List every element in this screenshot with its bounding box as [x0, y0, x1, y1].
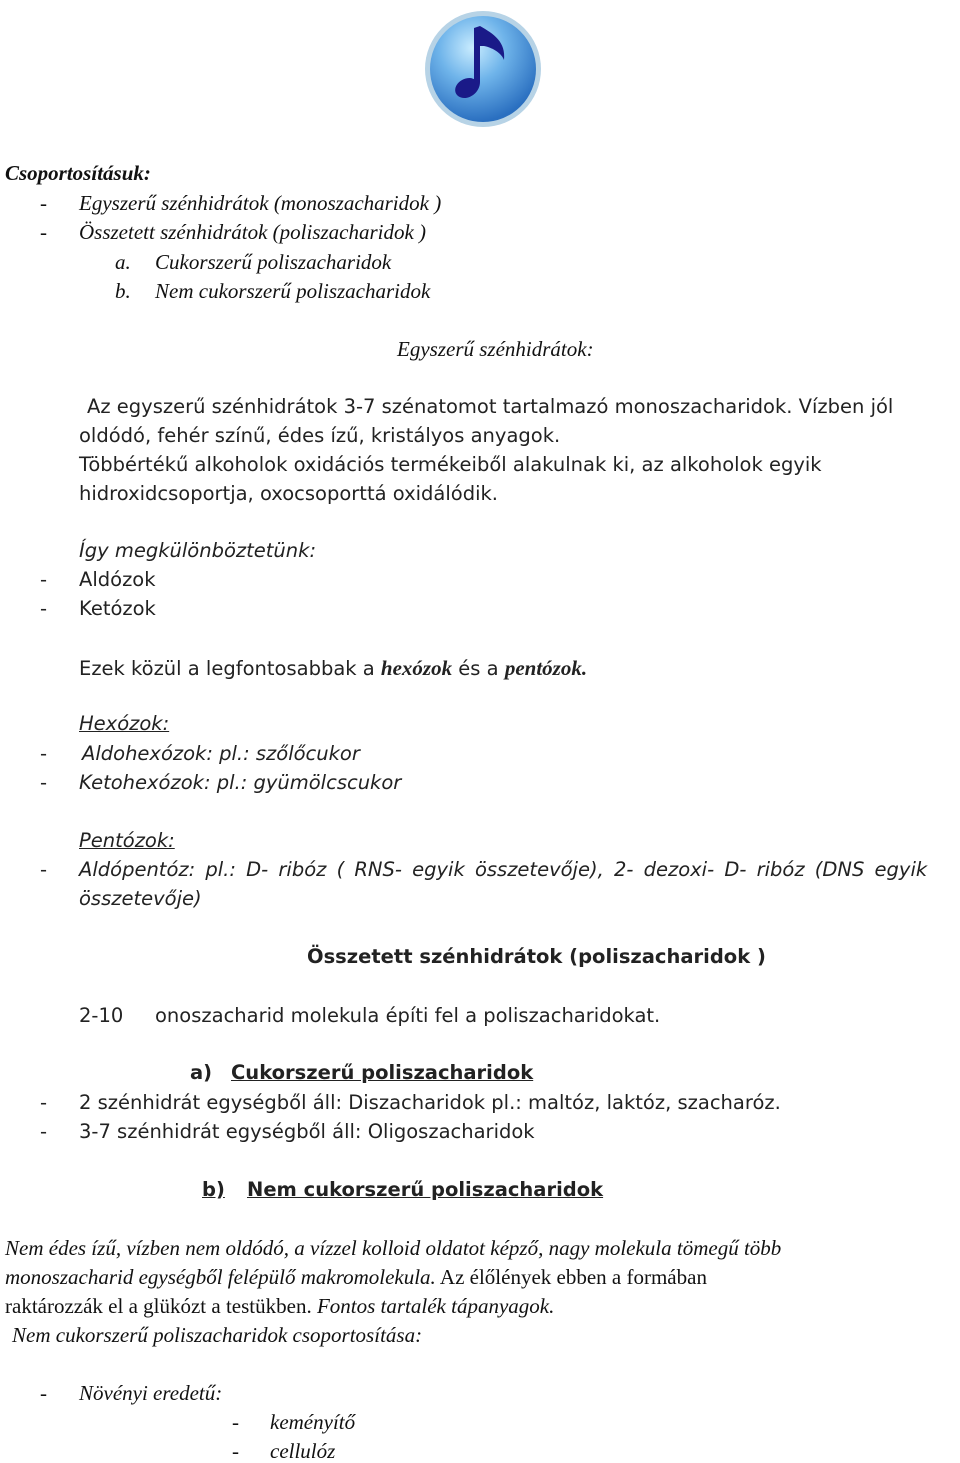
important-prefix: Ezek közül a legfontosabbak a	[79, 657, 381, 680]
complex-b-line2	[5, 1265, 707, 1289]
dash: -	[40, 597, 48, 620]
complex-b-title: Nem cukorszerű poliszacharidok	[247, 1178, 604, 1201]
type-aldoses: Aldózok	[79, 568, 156, 591]
dash: -	[40, 568, 48, 591]
dash: -	[232, 1439, 239, 1463]
dash: -	[40, 1120, 48, 1143]
distinguish-label: Így megkülönböztetünk:	[79, 539, 317, 562]
simple-para2-line1: Többértékű alkoholok oxidációs termékeiből alakulnak ki, az alkoholok egyik	[79, 453, 822, 476]
dash: -	[40, 742, 48, 765]
complex-range: 2-10	[79, 1004, 124, 1027]
dash: -	[40, 220, 47, 244]
complex-b-marker: b)	[202, 1178, 225, 1201]
grouping-item-simple: Egyszerű szénhidrátok (monoszacharidok )	[79, 191, 442, 215]
subitem-marker-a: a.	[115, 250, 131, 274]
type-ketoses: Ketózok	[79, 597, 156, 620]
complex-title: Összetett szénhidrátok (poliszacharidok )	[307, 945, 766, 968]
complex-a-marker: a)	[190, 1061, 213, 1084]
complex-b-group: Nem cukorszerű poliszacharidok csoportosítása:	[12, 1323, 423, 1347]
simple-title: Egyszerű szénhidrátok:	[397, 337, 594, 361]
complex-b-line2-rest: Az élőlények ebben a formában	[435, 1265, 707, 1289]
dash: -	[40, 191, 47, 215]
pentoses-title: Pentózok:	[79, 829, 175, 852]
dash: -	[40, 1381, 47, 1405]
complex-b-line2-italic: monoszacharid egységből felépülő makromolekula.	[5, 1265, 436, 1289]
simple-para2-line2: hidroxidcsoportja, oxocsoporttá oxidálódik.	[79, 482, 498, 505]
simple-para1-line2: oldódó, fehér színű, édes ízű, kristályos anyagok.	[79, 424, 561, 447]
important-pentoses: pentózok.	[504, 656, 588, 680]
complex-b-line3-italic: Fontos tartalék tápanyagok.	[311, 1294, 555, 1318]
grouping-heading: Csoportosításuk:	[5, 161, 151, 185]
hexose-keto: Ketohexózok: pl.: gyümölcscukor	[79, 771, 402, 794]
important-sentence	[79, 656, 587, 680]
plant-item-starch: keményítő	[270, 1410, 356, 1434]
pentose-item-line1: Aldópentóz: pl.: D- ribóz ( RNS- egyik összetevője), 2- dezoxi- D- ribóz (DNS egyik	[79, 858, 928, 881]
subitem-marker-b: b.	[115, 279, 131, 303]
dash: -	[40, 1091, 48, 1114]
simple-para1-line1: Az egyszerű szénhidrátok 3-7 szénatomot tartalmazó monoszacharidok. Vízben jól	[87, 395, 894, 418]
complex-desc: onoszacharid molekula építi fel a poliszacharidokat.	[155, 1004, 661, 1027]
dash: -	[40, 858, 48, 881]
important-hexoses: hexózok	[380, 656, 453, 680]
complex-b-line1: Nem édes ízű, vízben nem oldódó, a vízzel kolloid oldatot képző, nagy molekula tömegű több	[5, 1236, 782, 1260]
plant-origin: Növényi eredetű:	[79, 1381, 223, 1405]
music-note-icon	[422, 8, 544, 130]
hexose-aldo: Aldohexózok: pl.: szőlőcukor	[82, 742, 360, 765]
subitem-sugarlike: Cukorszerű poliszacharidok	[155, 250, 392, 274]
complex-a-item1: 2 szénhidrát egységből áll: Diszacharidok pl.: maltóz, laktóz, szacharóz.	[79, 1091, 781, 1114]
grouping-item-complex: Összetett szénhidrátok (poliszacharidok )	[79, 220, 427, 244]
hexoses-title: Hexózok:	[79, 712, 170, 735]
complex-a-title: Cukorszerű poliszacharidok	[231, 1061, 534, 1084]
complex-b-line3	[5, 1294, 554, 1318]
pentose-item-line2: összetevője)	[79, 887, 202, 910]
complex-a-item2: 3-7 szénhidrát egységből áll: Oligoszacharidok	[79, 1120, 535, 1143]
subitem-nonsugarlike: Nem cukorszerű poliszacharidok	[155, 279, 431, 303]
complex-b-line3-rest: raktározzák el a glükózt a testükben.	[5, 1294, 312, 1318]
important-mid: és a	[452, 657, 505, 680]
plant-item-cellulose: cellulóz	[270, 1439, 336, 1463]
dash: -	[40, 771, 48, 794]
dash: -	[232, 1410, 239, 1434]
